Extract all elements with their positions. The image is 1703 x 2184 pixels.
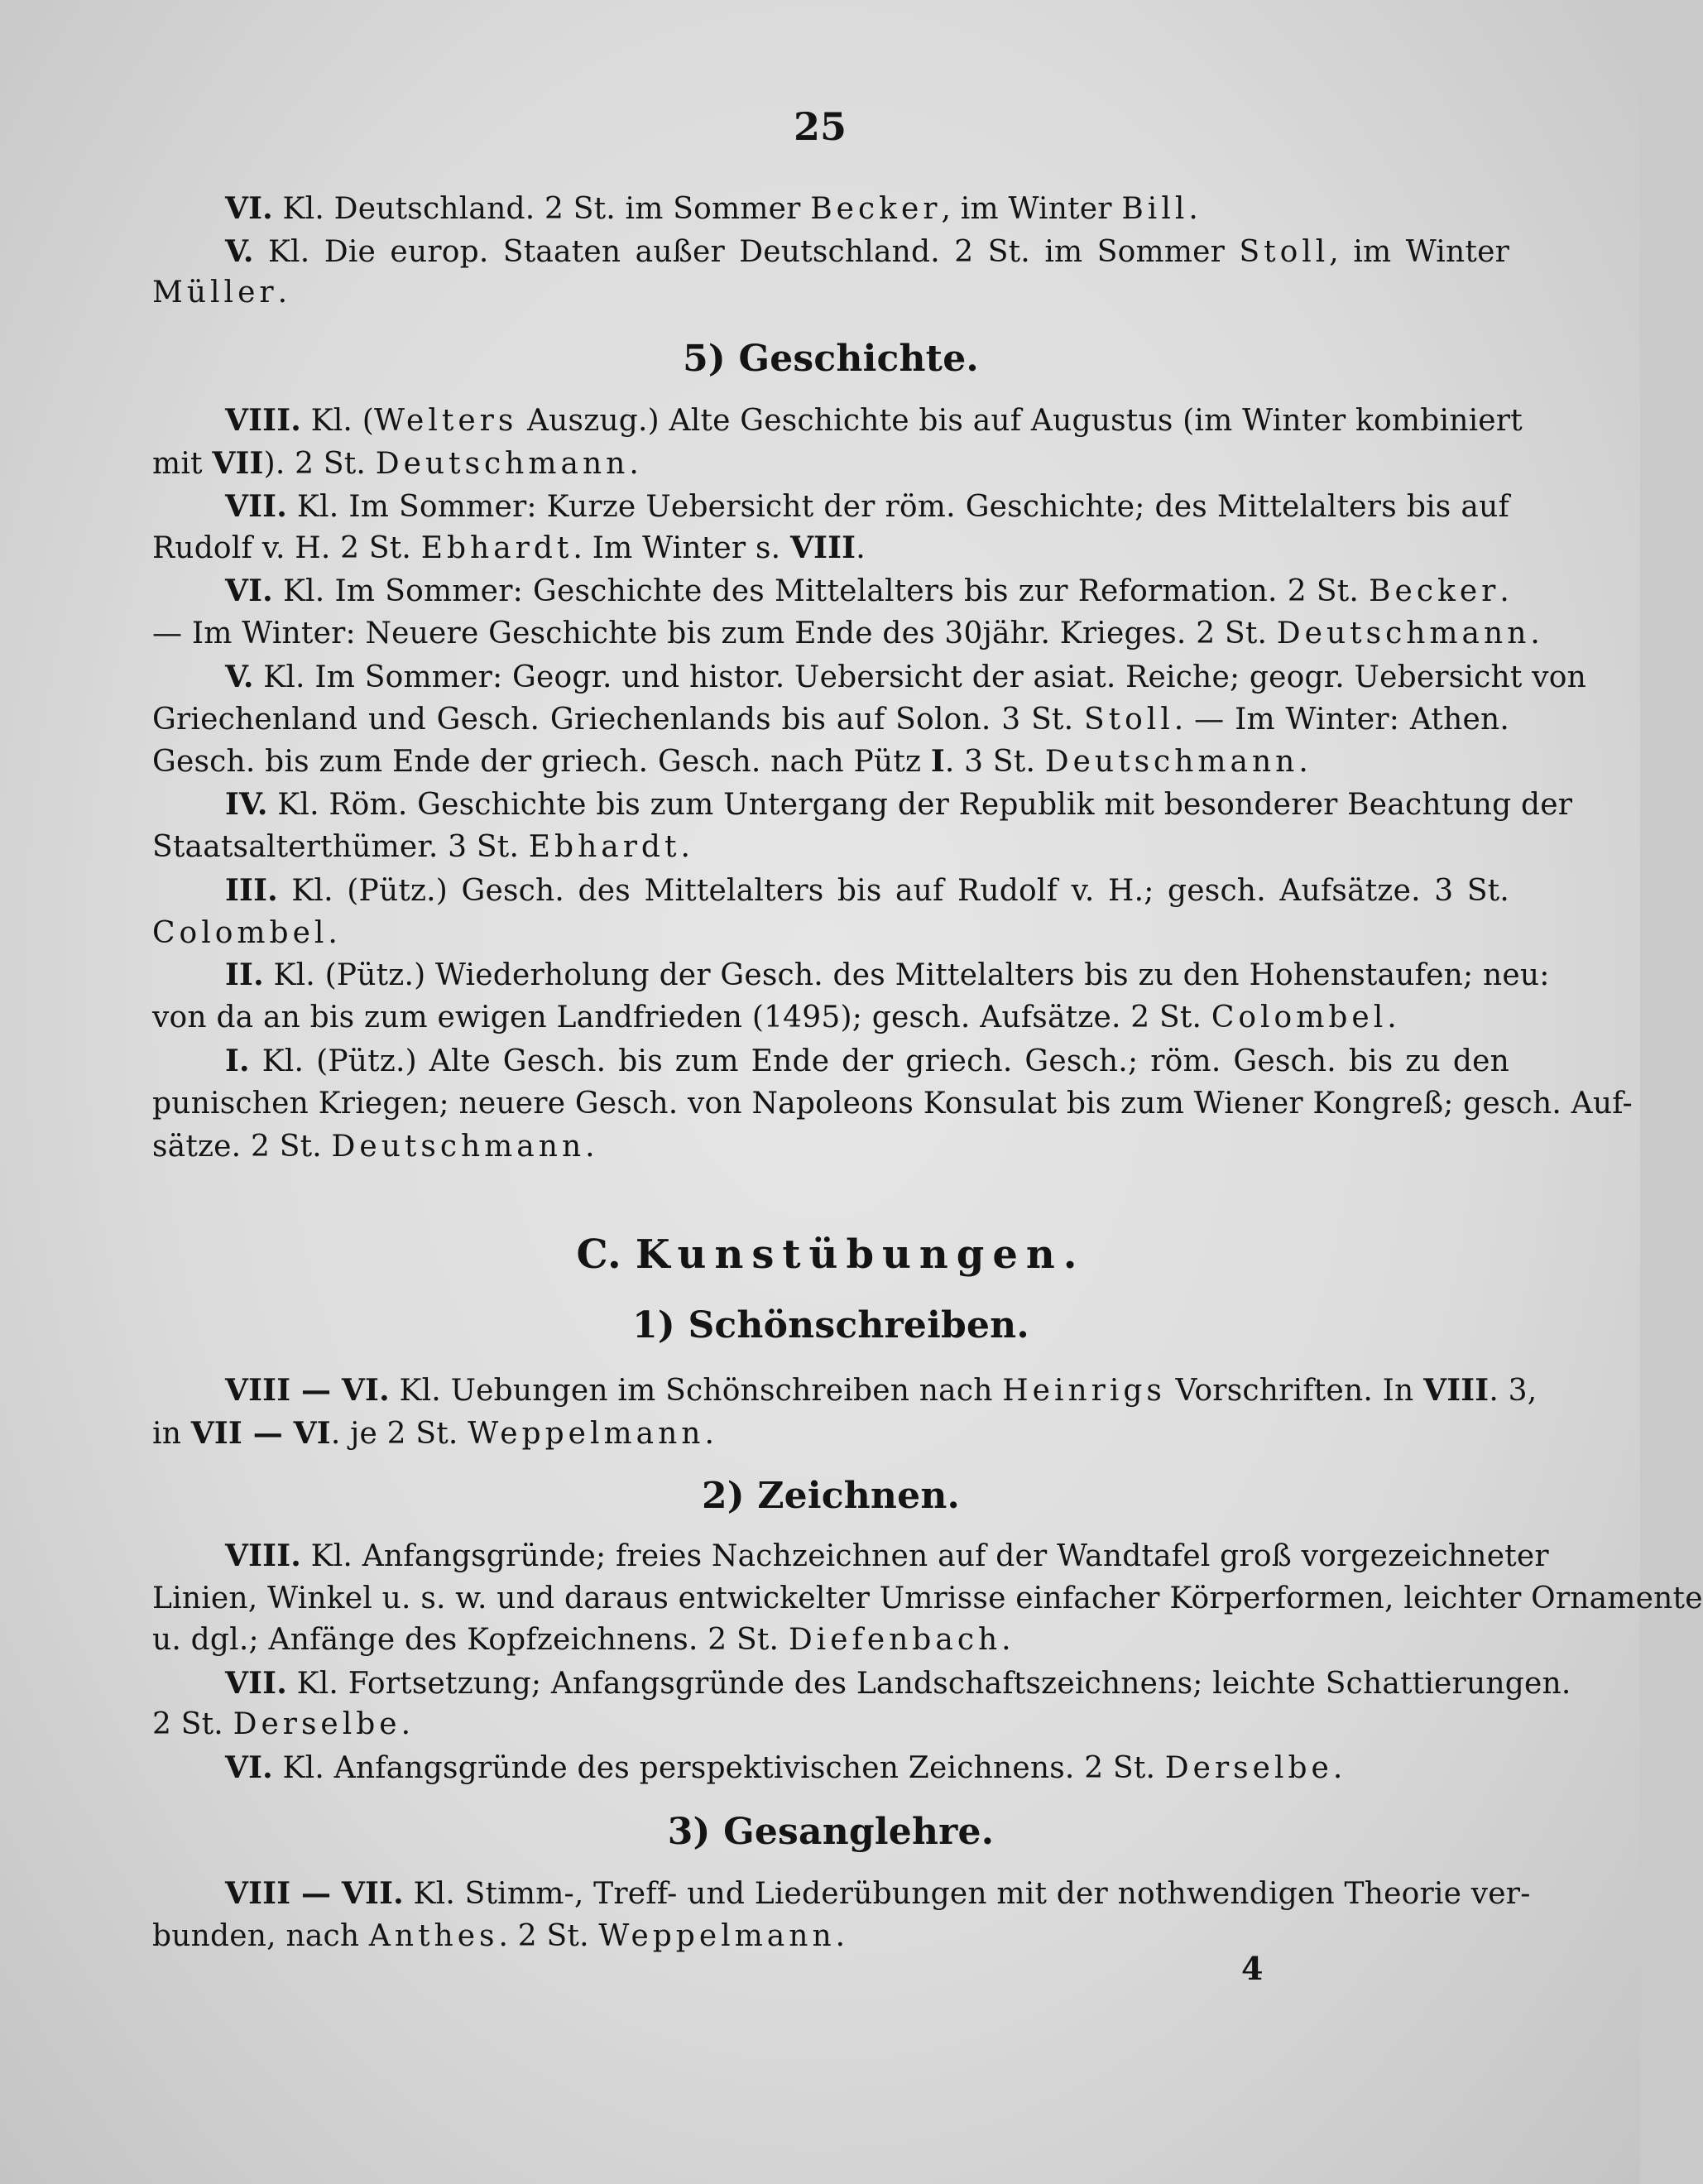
- section-heading-gesanglehre: 3) Gesanglehre.: [667, 1811, 995, 1853]
- geschichte-i-line2: punischen Kriegen; neuere Gesch. von Napoleons Konsulat bis zum Wiener Kongreß; gesch. Auf-: [152, 1087, 1633, 1121]
- geschichte-vi-line1: VI. Kl. Im Sommer: Geschichte des Mittelalters bis zur Reformation. 2 St. Becker.: [225, 574, 1509, 608]
- teacher-name: Müller: [152, 276, 278, 310]
- zeichnen-viii-line2: Linien, Winkel u. s. w. und daraus entwickelter Umrisse einfacher Körperformen, leichter Ornamente: [152, 1582, 1703, 1615]
- schoenschreiben-line1: VIII — VI. Kl. Uebungen im Schönschreiben nach Heinrigs Vorschriften. In VIII. 3,: [225, 1373, 1537, 1408]
- geschichte-v-line2: Griechenland und Gesch. Griechenlands bis auf Solon. 3 St. Stoll. — Im Winter: Athen.: [152, 703, 1509, 737]
- teacher-name: Becker: [810, 192, 942, 226]
- geschichte-vii-line2: Rudolf v. H. 2 St. Ebhardt. Im Winter s. VIII.: [152, 530, 866, 565]
- page-number: 25: [793, 104, 847, 149]
- geschichte-ii-line2: von da an bis zum ewigen Landfrieden (1495); gesch. Aufsätze. 2 St. Colombel.: [152, 1001, 1397, 1034]
- erdkunde-line-v: V. Kl. Die europ. Staaten außer Deutschland. 2 St. im Sommer Stoll, im Winter: [225, 234, 1509, 269]
- schoenschreiben-line2: in VII — VI. je 2 St. Weppelmann.: [152, 1416, 715, 1451]
- section-heading-kunstuebungen: C. Kunstübungen.: [576, 1231, 1086, 1278]
- printer-signature-mark: 4: [1241, 1950, 1264, 1987]
- geschichte-i-line3: sätze. 2 St. Deutschmann.: [152, 1130, 595, 1164]
- geschichte-i-line1: I. Kl. (Pütz.) Alte Gesch. bis zum Ende der griech. Gesch.; röm. Gesch. bis zu den: [225, 1044, 1509, 1078]
- section-heading-schoenschreiben: 1) Schönschreiben.: [632, 1304, 1029, 1346]
- geschichte-vii-line1: VII. Kl. Im Sommer: Kurze Uebersicht der röm. Geschichte; des Mittelalters bis auf: [225, 489, 1509, 524]
- geschichte-iv-line1: IV. Kl. Röm. Geschichte bis zum Untergang der Republik mit besonderer Beachtung der: [225, 787, 1573, 822]
- gesang-line2: bunden, nach Anthes. 2 St. Weppelmann.: [152, 1919, 846, 1953]
- geschichte-ii-line1: II. Kl. (Pütz.) Wiederholung der Gesch. des Mittelalters bis zu den Hohenstaufen; neu:: [225, 958, 1550, 992]
- section-heading-geschichte: 5) Geschichte.: [683, 338, 979, 380]
- erdkunde-line-vi: VI. Kl. Deutschland. 2 St. im Sommer Becker, im Winter Bill.: [225, 191, 1198, 226]
- zeichnen-viii-line1: VIII. Kl. Anfangsgründe; freies Nachzeichnen auf der Wandtafel groß vorgezeichneter: [225, 1538, 1549, 1573]
- zeichnen-vi-line1: VI. Kl. Anfangsgründe des perspektivischen Zeichnens. 2 St. Derselbe.: [225, 1750, 1343, 1785]
- geschichte-v-line3: Gesch. bis zum Ende der griech. Gesch. nach Pütz I. 3 St. Deutschmann.: [152, 744, 1309, 779]
- geschichte-iv-line2: Staatsalterthümer. 3 St. Ebhardt.: [152, 830, 691, 864]
- zeichnen-viii-line3: u. dgl.; Anfänge des Kopfzeichnens. 2 St. Diefenbach.: [152, 1623, 1011, 1657]
- geschichte-viii-line2: mit VII). 2 St. Deutschmann.: [152, 446, 639, 481]
- teacher-name: Bill: [1121, 192, 1189, 226]
- zeichnen-vii-line1: VII. Kl. Fortsetzung; Anfangsgründe des Landschaftszeichnens; leichte Schattierungen.: [225, 1666, 1571, 1701]
- geschichte-iii-line2: Colombel.: [152, 916, 338, 950]
- zeichnen-vii-line2: 2 St. Derselbe.: [152, 1707, 411, 1741]
- geschichte-v-line1: V. Kl. Im Sommer: Geogr. und histor. Uebersicht der asiat. Reiche; geogr. Uebersicht von: [225, 660, 1586, 694]
- gesang-line1: VIII — VII. Kl. Stimm-, Treff- und Liederübungen mit der nothwendigen Theorie ver-: [225, 1876, 1531, 1911]
- geschichte-iii-line1: III. Kl. (Pütz.) Gesch. des Mittelalters bis auf Rudolf v. H.; gesch. Aufsätze. 3 St.: [225, 873, 1509, 908]
- teacher-name: Stoll: [1239, 235, 1330, 269]
- section-heading-zeichnen: 2) Zeichnen.: [701, 1475, 961, 1517]
- erdkunde-line-v-cont: Müller.: [152, 276, 288, 310]
- geschichte-viii-line1: VIII. Kl. (Welters Auszug.) Alte Geschichte bis auf Augustus (im Winter kombiniert: [225, 403, 1523, 438]
- geschichte-vi-line2: — Im Winter: Neuere Geschichte bis zum Ende des 30jähr. Krieges. 2 St. Deutschmann.: [152, 617, 1541, 650]
